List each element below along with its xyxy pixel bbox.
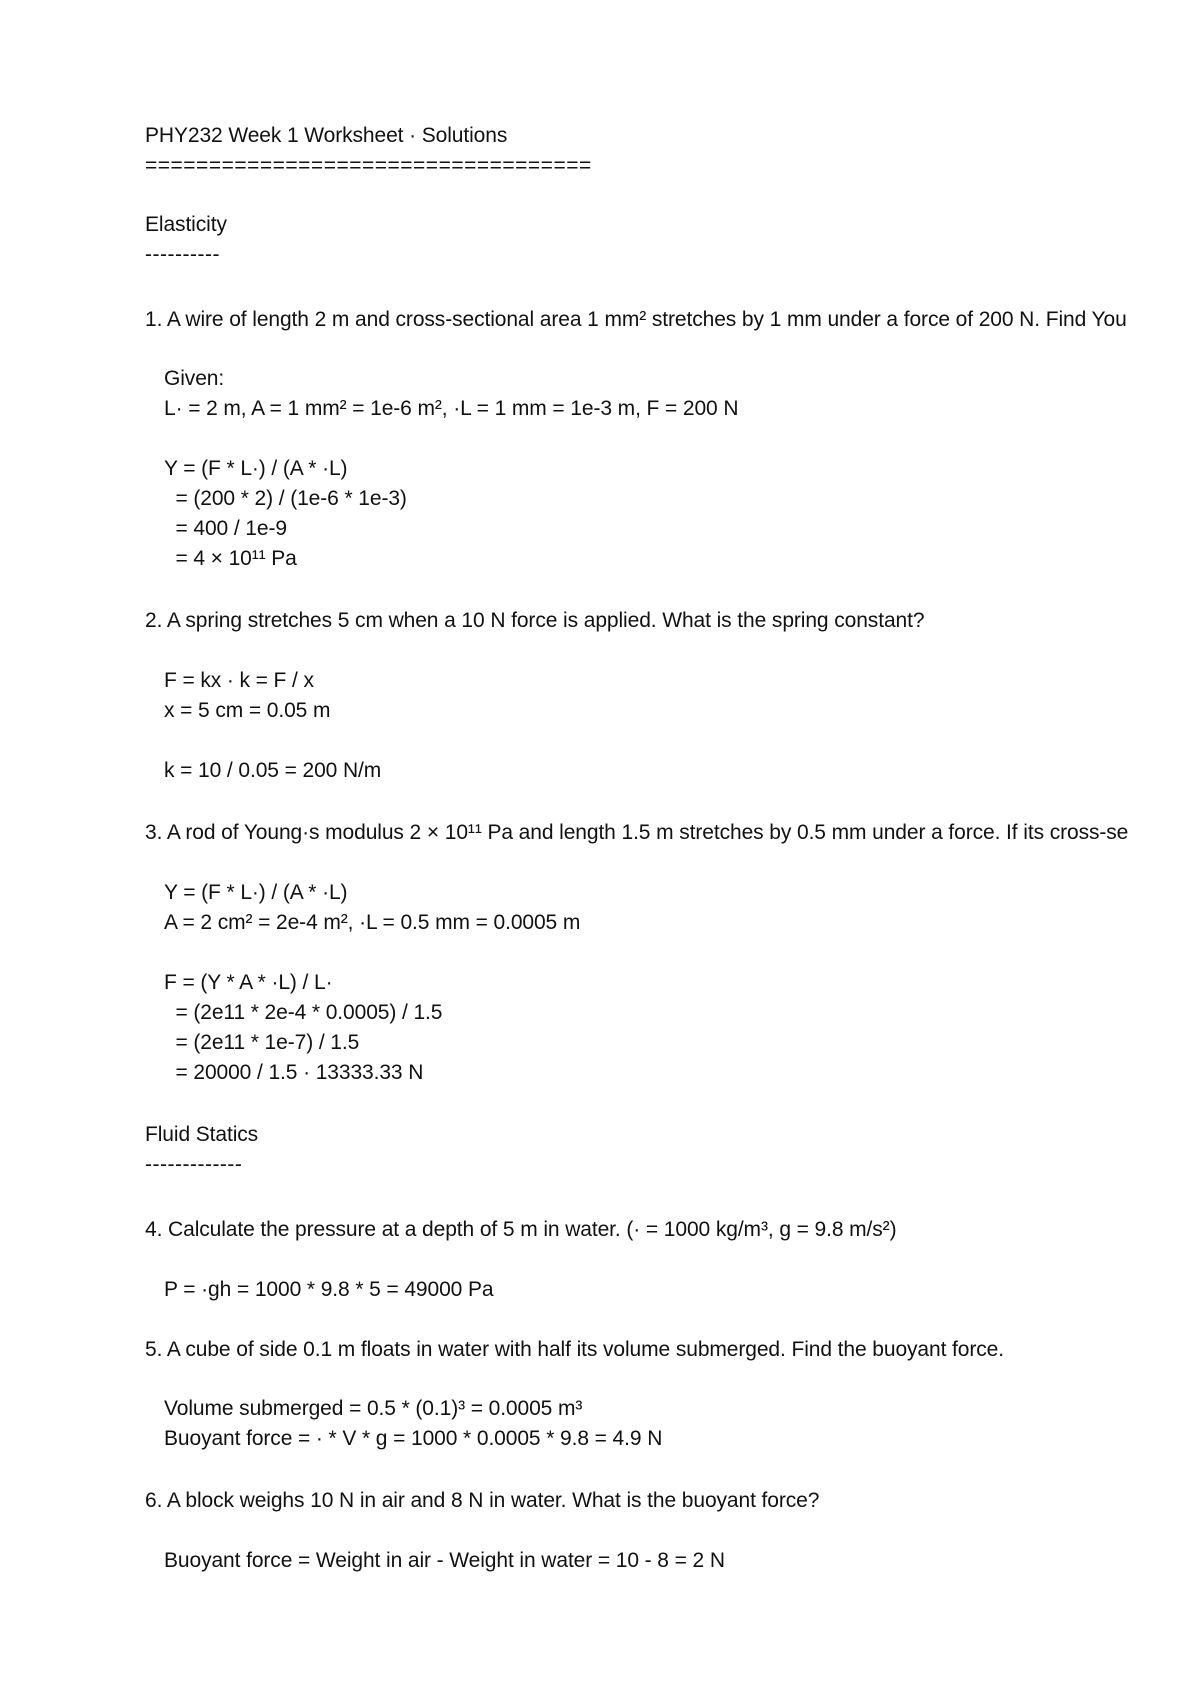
problem-2-line: x = 5 cm = 0.05 m — [164, 699, 331, 722]
section-underline-elasticity: ---------- — [145, 243, 220, 266]
problem-1-line: = 400 / 1e-9 — [164, 517, 287, 540]
document-title: PHY232 Week 1 Worksheet · Solutions — [145, 124, 508, 147]
problem-5-question: 5. A cube of side 0.1 m floats in water with half its volume submerged. Find the buoyant force. — [145, 1338, 1004, 1361]
problem-5-line: Volume submerged = 0.5 * (0.1)³ = 0.0005 m³ — [164, 1397, 583, 1420]
problem-2-line: k = 10 / 0.05 = 200 N/m — [164, 759, 382, 782]
section-heading-fluid-statics: Fluid Statics — [145, 1123, 259, 1146]
problem-6-question: 6. A block weighs 10 N in air and 8 N in water. What is the buoyant force? — [145, 1489, 820, 1512]
problem-6-line: Buoyant force = Weight in air - Weight in water = 10 - 8 = 2 N — [164, 1549, 725, 1572]
problem-3-line: F = (Y * A * ·L) / L· — [164, 971, 333, 994]
problem-1-line: L· = 2 m, A = 1 mm² = 1e-6 m², ·L = 1 mm = 1e-3 m, F = 200 N — [164, 397, 739, 420]
problem-3-line: = (2e11 * 1e-7) / 1.5 — [164, 1031, 360, 1054]
section-heading-elasticity: Elasticity — [145, 213, 227, 236]
problem-1-line: Y = (F * L·) / (A * ·L) — [164, 457, 348, 480]
problem-2-question: 2. A spring stretches 5 cm when a 10 N force is applied. What is the spring constant? — [145, 609, 925, 632]
problem-3-line: A = 2 cm² = 2e-4 m², ·L = 0.5 mm = 0.0005 m — [164, 911, 581, 934]
problem-1-line: Given: — [164, 367, 225, 390]
section-underline-fluid-statics: ------------- — [145, 1153, 243, 1176]
problem-1-question: 1. A wire of length 2 m and cross-sectional area 1 mm² stretches by 1 mm under a force of 200 N. Find You — [145, 308, 1127, 331]
title-rule: =================================== — [145, 154, 592, 177]
problem-1-line: = 4 × 10¹¹ Pa — [164, 547, 297, 570]
problem-2-line: F = kx · k = F / x — [164, 669, 314, 692]
problem-1-line: = (200 * 2) / (1e-6 * 1e-3) — [164, 487, 407, 510]
problem-4-line: P = ·gh = 1000 * 9.8 * 5 = 49000 Pa — [164, 1278, 494, 1301]
problem-5-line: Buoyant force = · * V * g = 1000 * 0.0005 * 9.8 = 4.9 N — [164, 1427, 663, 1450]
problem-3-question: 3. A rod of Young·s modulus 2 × 10¹¹ Pa and length 1.5 m stretches by 0.5 mm under a force. If its cross-se — [145, 821, 1129, 844]
problem-3-line: = (2e11 * 2e-4 * 0.0005) / 1.5 — [164, 1001, 443, 1024]
problem-3-line: Y = (F * L·) / (A * ·L) — [164, 881, 348, 904]
problem-4-question: 4. Calculate the pressure at a depth of 5 m in water. (· = 1000 kg/m³, g = 9.8 m/s²) — [145, 1218, 897, 1241]
problem-3-line: = 20000 / 1.5 · 13333.33 N — [164, 1061, 424, 1084]
